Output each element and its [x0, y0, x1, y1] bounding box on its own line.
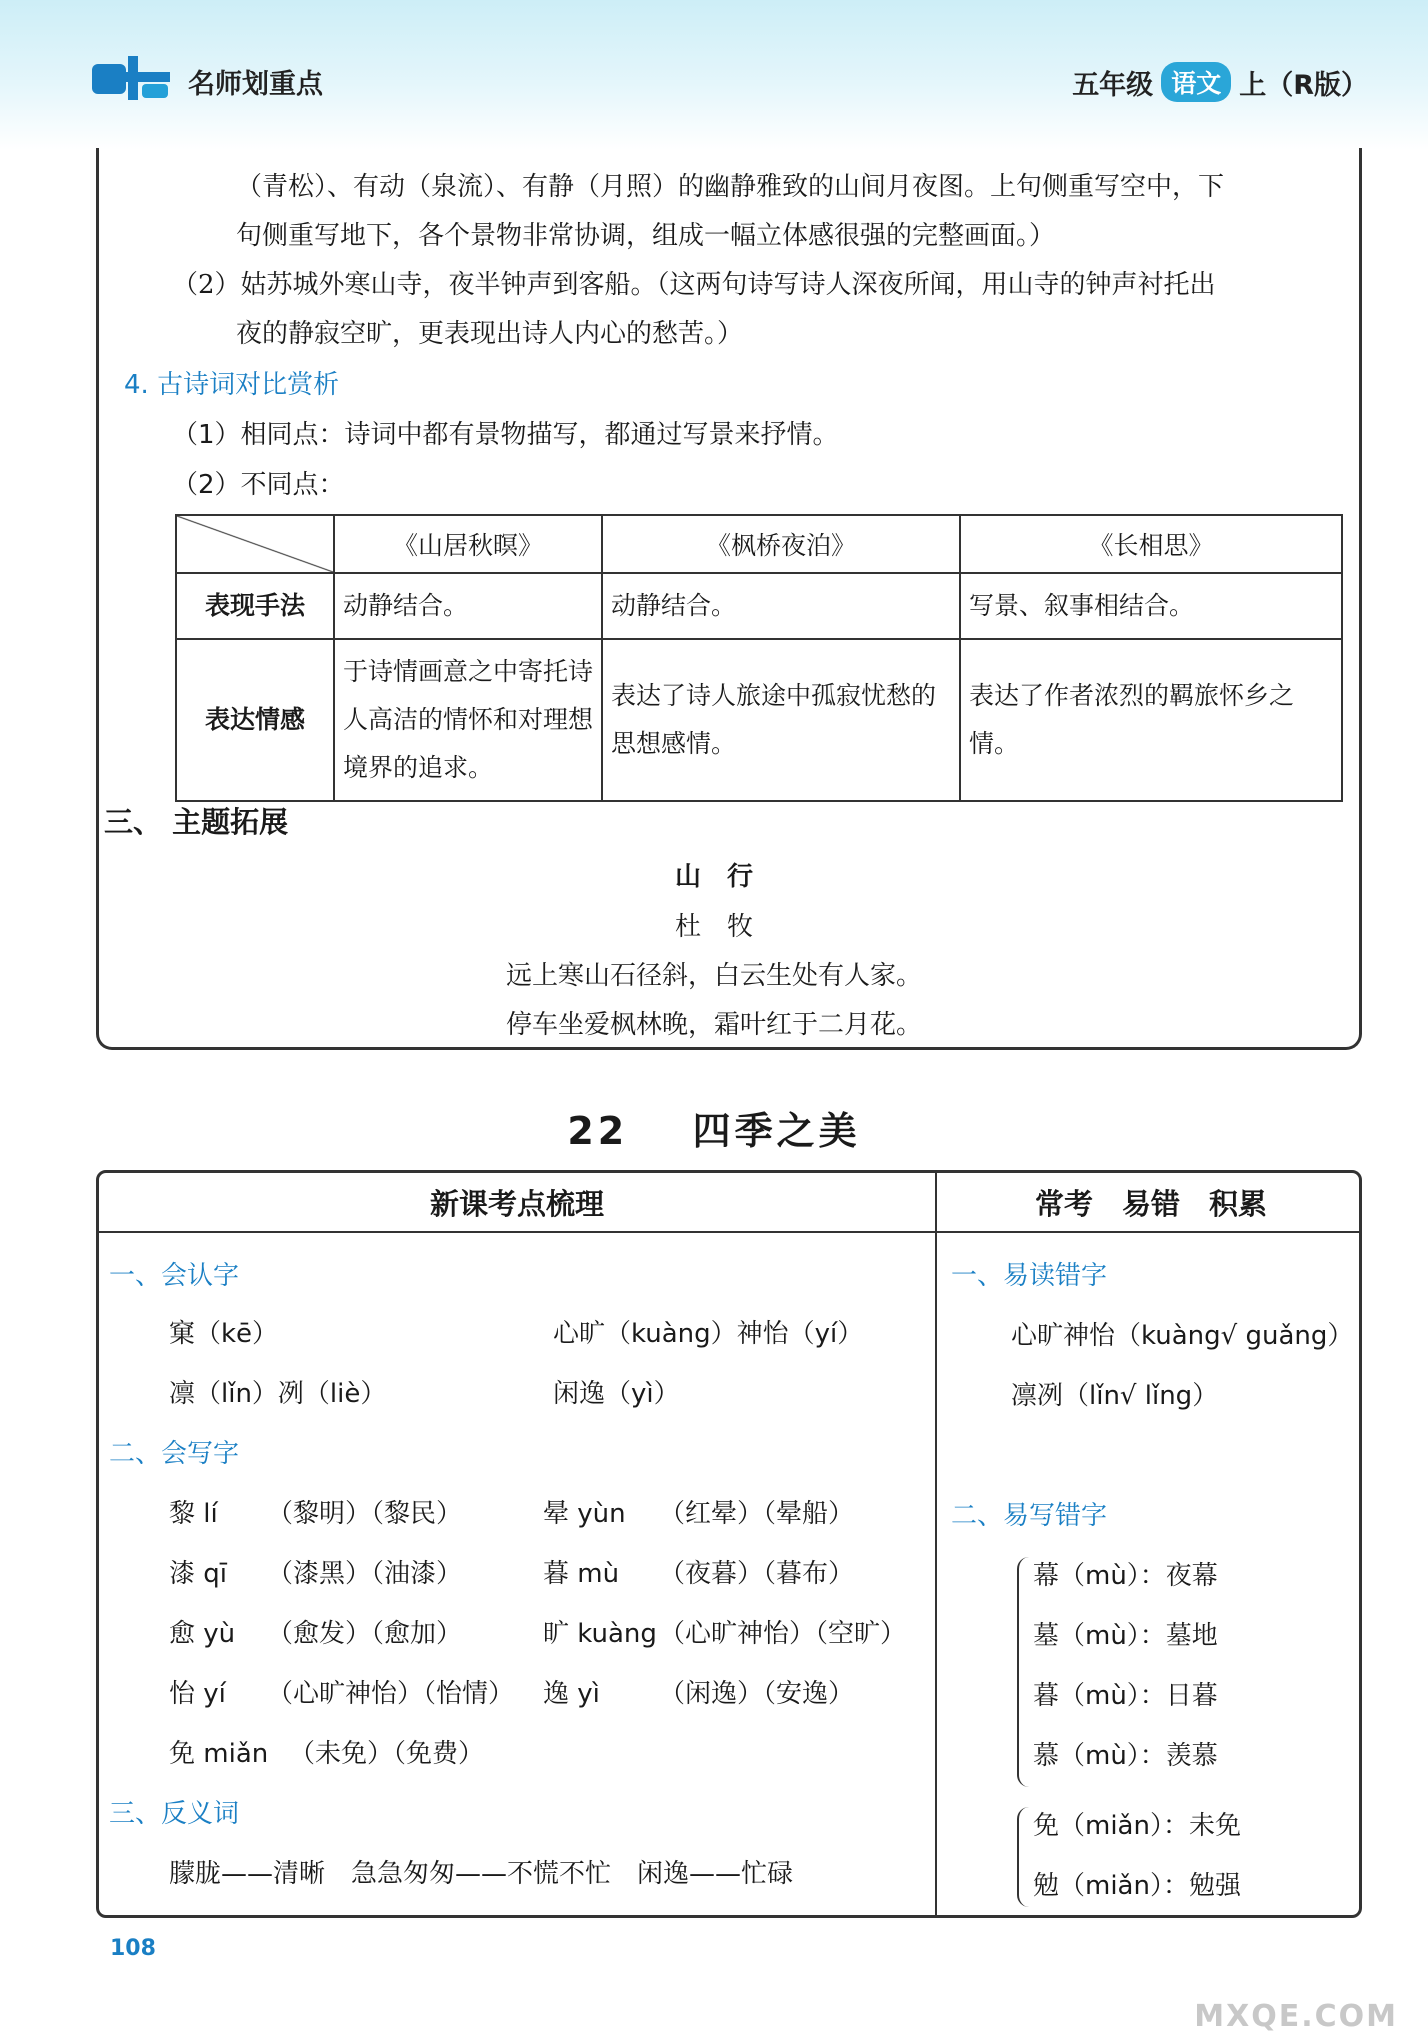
brace-icon — [1017, 1557, 1029, 1787]
left-column-header: 新课考点梳理 — [99, 1173, 935, 1233]
write-char: 漆 qī — [169, 1559, 227, 1589]
write-char: 暮 mù — [543, 1559, 620, 1589]
recognize-item: 闲逸（yì） — [553, 1379, 680, 1409]
write-words: （闲逸）（安逸） — [659, 1679, 855, 1709]
table-cell: 表达了诗人旅途中孤寂忧愁的思想感情。 — [602, 639, 960, 801]
lesson-box — [96, 1170, 1362, 1918]
comparison-table — [175, 514, 1343, 802]
misread-item: 凛冽（lǐn√ lǐng） — [1011, 1381, 1219, 1411]
write-char: 逸 yì — [543, 1679, 600, 1709]
misread-item: 心旷神怡（kuàng√ guǎng） — [1011, 1321, 1354, 1351]
section-heading: 一、会认字 — [109, 1261, 240, 1291]
text-line: （2）姑苏城外寒山寺，夜半钟声到客船。（这两句诗写诗人深夜所闻，用山寺的钟声衬托出 — [172, 270, 1216, 300]
section-heading: 二、会写字 — [109, 1439, 240, 1469]
write-words: （黎明）（黎民） — [267, 1499, 463, 1529]
grade-label — [1072, 62, 1368, 102]
brand-logo-icon — [92, 56, 170, 100]
edition: 上（R版） — [1239, 69, 1368, 101]
brace-icon — [1017, 1807, 1029, 1907]
column-header: 《枫桥夜泊》 — [602, 515, 960, 573]
write-char: 愈 yù — [169, 1619, 236, 1649]
miswrite-item: 幕（mù）：夜幕 — [1033, 1561, 1218, 1591]
poem-line: 停车坐爱枫林晚，霜叶红于二月花。 — [505, 1010, 922, 1040]
poem-title: 山 行 — [674, 862, 753, 892]
table-row — [176, 573, 1342, 639]
write-words: （漆黑）（油漆） — [267, 1559, 463, 1589]
recognize-item: 窠（kē） — [169, 1319, 279, 1349]
brand-name: 名师划重点 — [188, 69, 323, 100]
text-line: （1）相同点：诗词中都有景物描写，都通过写景来抒情。 — [172, 420, 839, 450]
write-char: 黎 lí — [169, 1499, 218, 1529]
column-divider — [935, 1173, 937, 1918]
page-number: 108 — [110, 1936, 156, 1961]
miswrite-item: 勉（miǎn）：勉强 — [1033, 1871, 1241, 1901]
poem-author: 杜 牧 — [674, 912, 753, 942]
table-cell: 动静结合。 — [334, 573, 602, 639]
watermark: MXQE.COM — [1194, 1999, 1398, 2034]
right-column-header: 常考 易错 积累 — [937, 1173, 1362, 1233]
write-words: （愈发）（愈加） — [267, 1619, 463, 1649]
text-line: （青松）、有动（泉流）、有静（月照）的幽静雅致的山间月夜图。上句侧重写空中，下 — [236, 172, 1225, 202]
section-heading: 三、 主题拓展 — [104, 805, 289, 839]
write-words: （心旷神怡）（空旷） — [659, 1619, 907, 1649]
write-char: 晕 yùn — [543, 1499, 626, 1529]
write-char: 免 miǎn — [169, 1739, 269, 1769]
page-header — [0, 0, 1428, 150]
table-cell: 写景、叙事相结合。 — [960, 573, 1342, 639]
lesson-number: 22 — [567, 1109, 629, 1153]
antonyms: 朦胧——清晰 急急匆匆——不慌不忙 闲逸——忙碌 — [169, 1859, 794, 1889]
text-line: 夜的静寂空旷，更表现出诗人内心的愁苦。） — [236, 319, 744, 349]
lesson-title — [0, 1100, 1428, 1155]
write-char: 怡 yí — [169, 1679, 226, 1709]
row-header: 表达情感 — [176, 639, 334, 801]
table-cell: 动静结合。 — [602, 573, 960, 639]
recognize-item: 凛（lǐn）冽（liè） — [169, 1379, 387, 1409]
section-heading: 一、易读错字 — [951, 1261, 1108, 1291]
poem-line: 远上寒山石径斜，白云生处有人家。 — [505, 961, 922, 991]
grade: 五年级 — [1072, 69, 1154, 101]
table-cell: 表达了作者浓烈的羁旅怀乡之情。 — [960, 639, 1342, 801]
section-heading: 二、易写错字 — [951, 1501, 1108, 1531]
miswrite-item: 免（miǎn）：未免 — [1033, 1811, 1241, 1841]
write-char: 旷 kuàng — [543, 1619, 657, 1649]
row-header: 表现手法 — [176, 573, 334, 639]
recognize-item: 心旷（kuàng）神怡（yí） — [553, 1319, 864, 1349]
text-line: （2）不同点： — [172, 470, 345, 500]
miswrite-item: 暮（mù）：日暮 — [1033, 1681, 1218, 1711]
subject-badge: 语文 — [1161, 62, 1231, 102]
column-header: 《山居秋暝》 — [334, 515, 602, 573]
section-heading: 4. 古诗词对比赏析 — [124, 370, 340, 400]
column-header: 《长相思》 — [960, 515, 1342, 573]
diagonal-cell — [176, 515, 334, 573]
write-words: （心旷神怡）（怡情） — [267, 1679, 515, 1709]
table-header-row — [176, 515, 1342, 573]
write-words: （夜暮）（暮布） — [659, 1559, 855, 1589]
miswrite-item: 慕（mù）：羡慕 — [1033, 1741, 1218, 1771]
table-row — [176, 639, 1342, 801]
miswrite-item: 墓（mù）：墓地 — [1033, 1621, 1218, 1651]
write-words: （未免）（免费） — [289, 1739, 485, 1769]
write-words: （红晕）（晕船） — [659, 1499, 855, 1529]
text-line: 句侧重写地下，各个景物非常协调，组成一幅立体感很强的完整画面。） — [236, 221, 1056, 251]
table-cell: 于诗情画意之中寄托诗人高洁的情怀和对理想境界的追求。 — [334, 639, 602, 801]
section-heading: 三、反义词 — [109, 1799, 240, 1829]
lesson-name: 四季之美 — [692, 1109, 861, 1153]
